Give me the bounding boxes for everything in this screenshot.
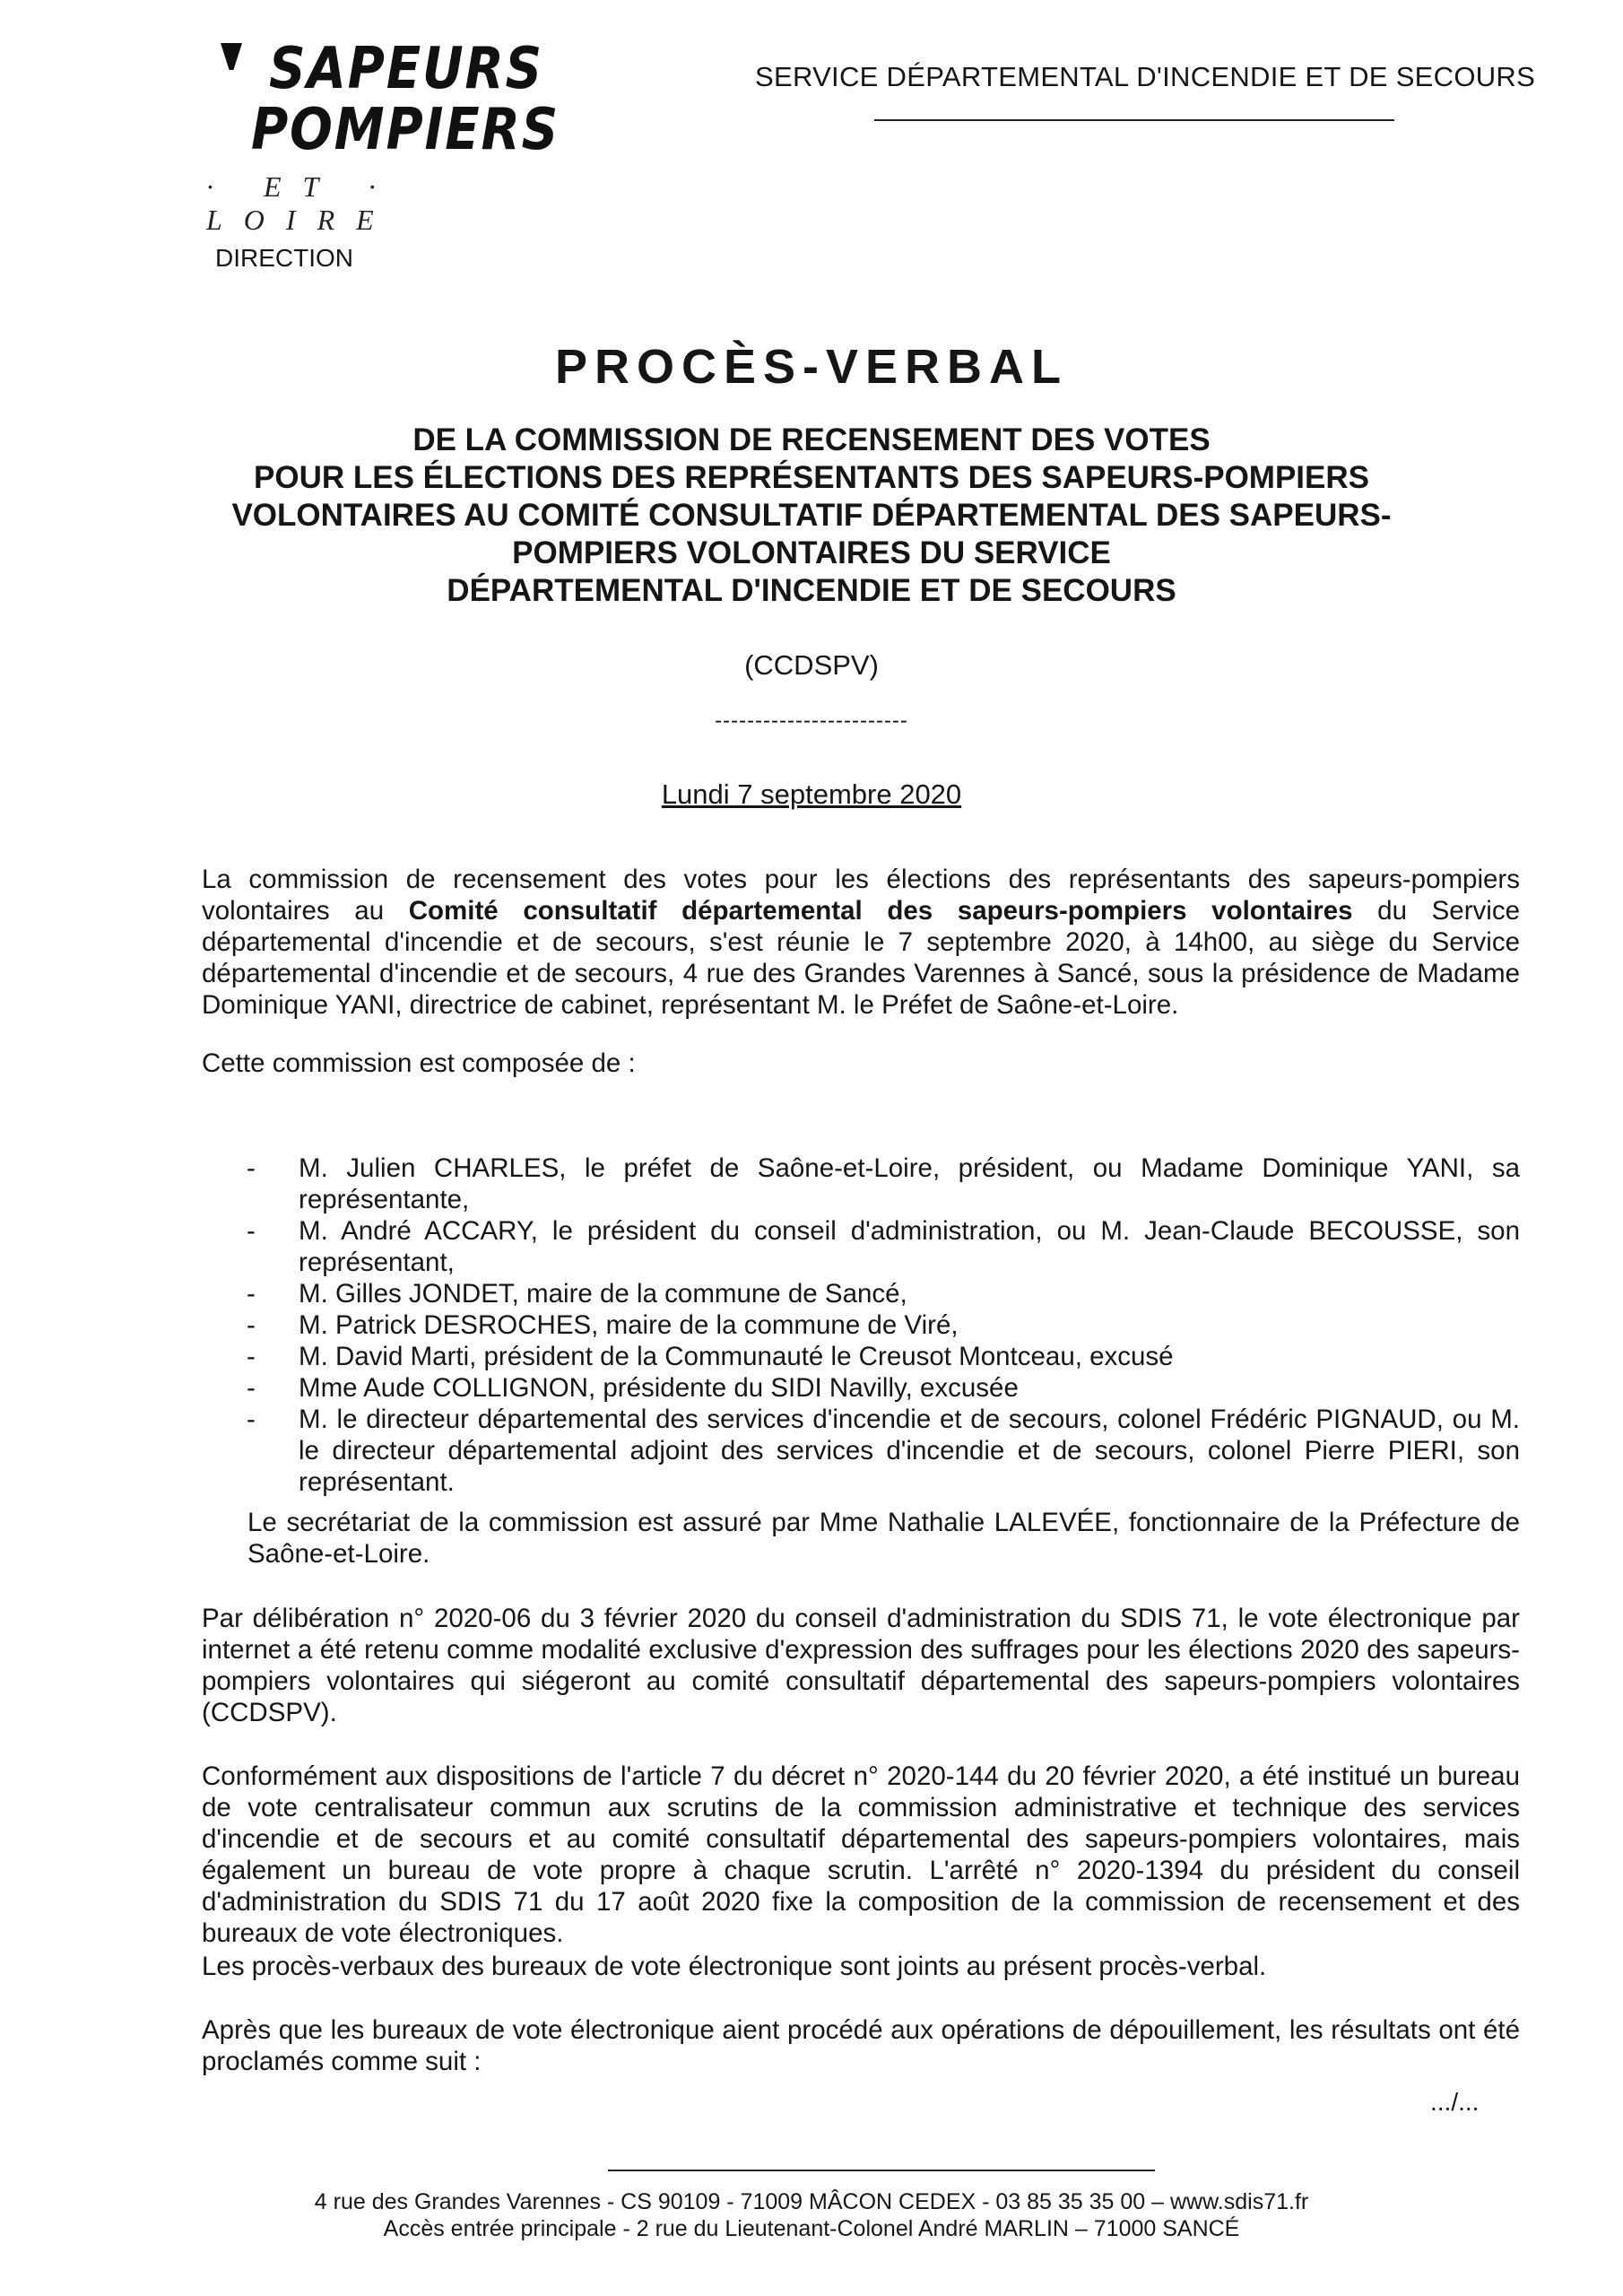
service-header: SERVICE DÉPARTEMENTAL D'INCENDIE ET DE SECOURS: [755, 61, 1536, 92]
footer-divider: [608, 2170, 1155, 2171]
intro-committee-name: Comité consultatif départemental des sapeurs-pompiers volontaires: [408, 896, 1353, 926]
list-item: - Mme Aude COLLIGNON, présidente du SIDI Navilly, excusée: [247, 1372, 1520, 1404]
subtitle-line: DE LA COMMISSION DE RECENSEMENT DES VOTES: [412, 422, 1211, 457]
document-subtitle: [224, 422, 1399, 610]
logo-word-pompiers: POMPIERS: [251, 97, 560, 163]
dispositions-paragraph: Conformément aux dispositions de l'article 7 du décret n° 2020-144 du 20 février 2020, a été institué un bureau de vote centralisateur commun aux scrutins de la commission administrative et technique des services d'incendie et de secours et au comité consultatif départemental des sapeurs-pompiers volontaires, mais également un bureau de vote propre à chaque scrutin. L'arrêté n° 2020-1394 du président du conseil d'administration du SDIS 71 du 17 août 2020 fixe la composition de la commission de recensement et des bureaux de vote électroniques.: [202, 1761, 1520, 1948]
list-item: - M. Gilles JONDET, maire de la commune de Sancé,: [247, 1278, 1520, 1309]
logo: [135, 36, 560, 236]
attached-paragraph: Les procès-verbaux des bureaux de vote électronique sont joints au présent procès-verbal.: [202, 1952, 1267, 1981]
subtitle-line: VOLONTAIRES AU COMITÉ CONSULTATIF DÉPARTEMENTAL DES SAPEURS-: [231, 498, 1392, 533]
logo-word-sapeurs: SAPEURS: [269, 36, 543, 102]
document-title: PROCÈS-VERBAL: [554, 340, 1069, 394]
meeting-date: Lundi 7 septembre 2020: [661, 778, 962, 810]
subtitle-line: POUR LES ÉLECTIONS DES REPRÉSENTANTS DES SAPEURS-POMPIERS: [254, 460, 1369, 495]
results-intro-paragraph: Après que les bureaux de vote électronique aient procédé aux opérations de dépouillement, les résultats ont été proclamés comme suit :: [202, 2015, 1520, 2076]
list-item: - M. le directeur départemental des services d'incendie et de secours, colonel Frédéric PIGNAUD, ou M. le directeur départemental adjoint des services d'incendie et de secours, colonel Pierre PIERI, son représentant.: [247, 1404, 1520, 1498]
footer-address: 4 rue des Grandes Varennes - CS 90109 - 71009 MÂCON CEDEX - 03 85 35 35 00 – www.sdis71.fr: [314, 2189, 1309, 2214]
secretariat-paragraph: Le secrétariat de la commission est assuré par Mme Nathalie LALEVÉE, fonctionnaire de la Préfecture de Saône-et-Loire.: [247, 1508, 1520, 1569]
direction-label: DIRECTION: [215, 244, 353, 272]
header-divider: [874, 119, 1394, 121]
separator: ------------------------: [715, 709, 908, 733]
intro-paragraph: [202, 864, 1520, 1021]
flame-mark-icon: [221, 43, 242, 70]
list-item: - M. David Marti, président de la Communauté le Creusot Montceau, excusé: [247, 1341, 1520, 1372]
list-item: - M. André ACCARY, le président du conseil d'administration, ou M. Jean-Claude BECOUSSE, son représentant,: [247, 1215, 1520, 1278]
intro-text-cont: du Service départemental d'incendie et de secours, s'est réunie le 7 septembre 2020, à 14h00, au siège du Service départemental d'incendie et de secours, 4 rue des Grandes Varennes à Sancé, sous la présidence de Madame Dominique YANI, directrice de cabinet, représentant M. le Préfet de Saône-et-Loire.: [202, 896, 1520, 1020]
logo-word-loire: · ET · LOIRE: [206, 170, 397, 236]
subtitle-line: DÉPARTEMENTAL D'INCENDIE ET DE SECOURS: [447, 573, 1176, 608]
deliberation-paragraph: Par délibération n° 2020-06 du 3 février 2020 du conseil d'administration du SDIS 71, le vote électronique par internet a été retenu comme modalité exclusive d'expression des suffrages pour les élections 2020 des sapeurs-pompiers volontaires qui siégeront au comité consultatif départemental des sapeurs-pompiers volontaires (CCDSPV).: [202, 1604, 1520, 1727]
footer: [0, 2188, 1623, 2242]
members-list: [247, 1152, 1520, 1498]
composition-label: Cette commission est composée de :: [202, 1048, 636, 1078]
continued-marker: .../...: [1430, 2088, 1480, 2116]
acronym: (CCDSPV): [744, 649, 879, 681]
list-item: - M. Patrick DESROCHES, maire de la commune de Viré,: [247, 1309, 1520, 1341]
list-item: - M. Julien CHARLES, le préfet de Saône-et-Loire, président, ou Madame Dominique YANI, sa représentante,: [247, 1152, 1520, 1215]
intro-text: La commission de recensement des votes pour les élections des représentants des sapeurs-pompiers volontaires au: [202, 865, 1520, 926]
subtitle-line: POMPIERS VOLONTAIRES DU SERVICE: [512, 535, 1111, 570]
footer-access: Accès entrée principale - 2 rue du Lieutenant-Colonel André MARLIN – 71000 SANCÉ: [383, 2216, 1240, 2241]
